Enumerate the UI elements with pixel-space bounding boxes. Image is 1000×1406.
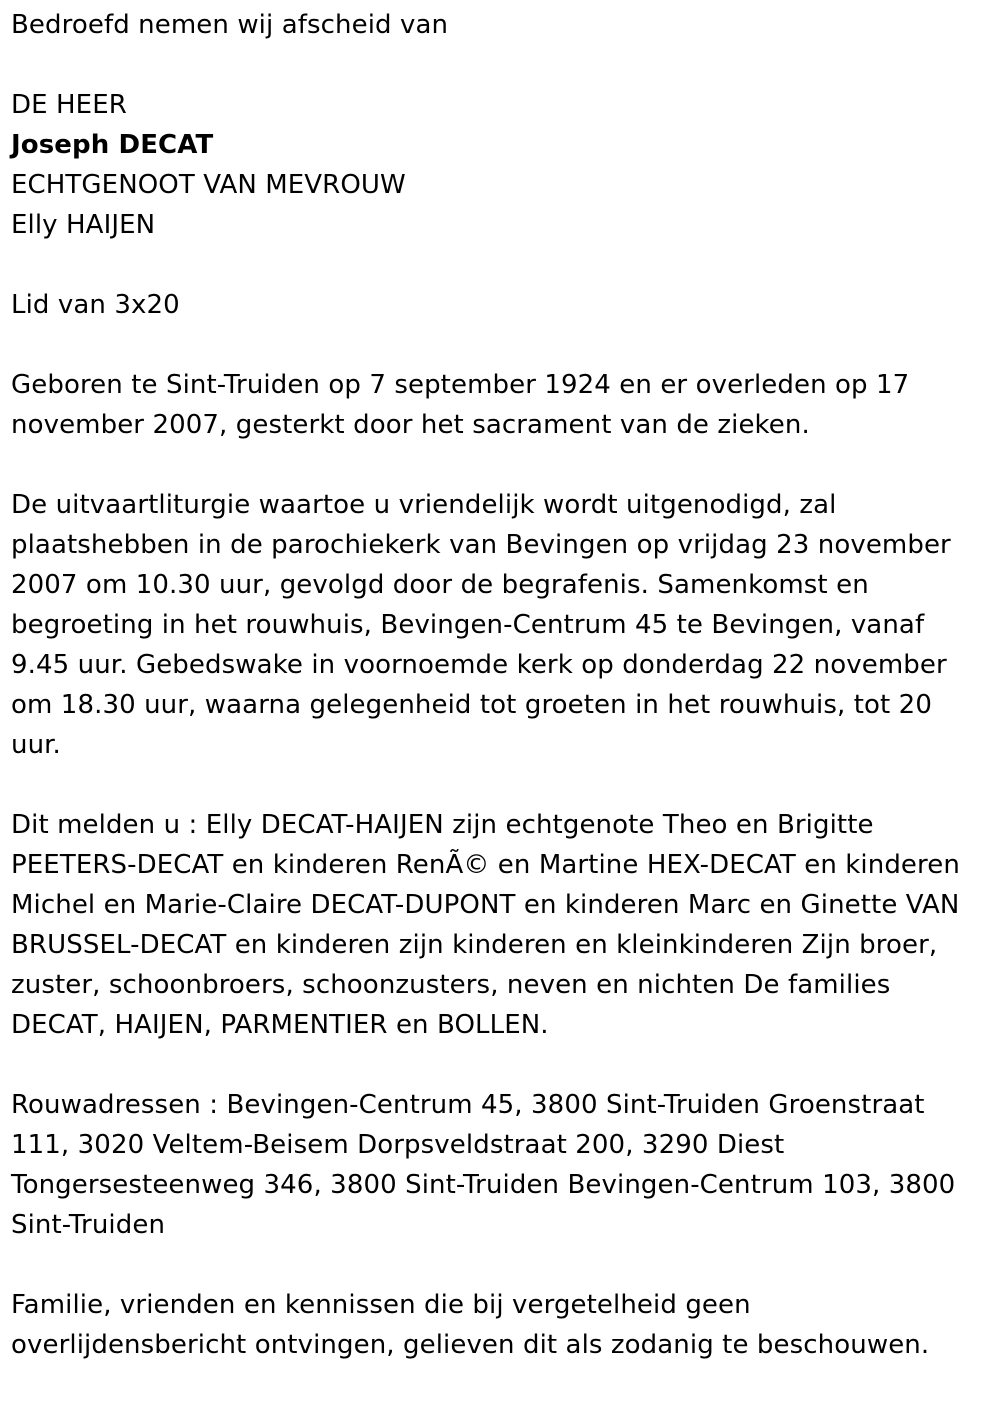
birth-death-paragraph: Geboren te Sint-Truiden op 7 september 1924 en er overleden op 17 november 2007, gesterkt door het sacrament van de zieken. <box>11 370 910 440</box>
spacer <box>11 1045 986 1085</box>
membership-text: Lid van 3x20 <box>11 290 180 320</box>
spacer <box>11 445 986 485</box>
spacer <box>11 765 986 805</box>
deceased-name: Joseph DECAT <box>11 130 214 160</box>
death-notice <box>11 5 986 1365</box>
spouse-label: ECHTGENOOT VAN MEVROUW <box>11 170 406 200</box>
spacer <box>11 45 986 85</box>
honorific-title: DE HEER <box>11 90 127 120</box>
closing-paragraph: Familie, vrienden en kennissen die bij vergetelheid geen overlijdensbericht ontvingen, gelieven dit als zodanig te beschouwen. <box>11 1290 930 1360</box>
intro-text: Bedroefd nemen wij afscheid van <box>11 10 449 40</box>
announcers-paragraph: Dit melden u : Elly DECAT-HAIJEN zijn echtgenote Theo en Brigitte PEETERS-DECAT en kinderen RenÃ© en Martine HEX-DECAT en kinderen Michel en Marie-Claire DECAT-DUPONT en kinderen Marc en Ginette VAN BRUSSEL-DECAT en kinderen zijn kinderen en kleinkinderen Zijn broer, zuster, schoonbroers, schoonzusters, neven en nichten De families DECAT, HAIJEN, PARMENTIER en BOLLEN. <box>11 810 960 1040</box>
spacer <box>11 245 986 285</box>
spouse-name: Elly HAIJEN <box>11 210 156 240</box>
spacer <box>11 325 986 365</box>
spacer <box>11 1245 986 1285</box>
addresses-paragraph: Rouwadressen : Bevingen-Centrum 45, 3800 Sint-Truiden Groenstraat 111, 3020 Veltem-Beisem Dorpsveldstraat 200, 3290 Diest Tongersesteenweg 346, 3800 Sint-Truiden Bevingen-Centrum 103, 3800 Sint-Truiden <box>11 1090 956 1240</box>
funeral-paragraph: De uitvaartliturgie waartoe u vriendelijk wordt uitgenodigd, zal plaatshebben in de parochiekerk van Bevingen op vrijdag 23 november 2007 om 10.30 uur, gevolgd door de begrafenis. Samenkomst en begroeting in het rouwhuis, Bevingen-Centrum 45 te Bevingen, vanaf 9.45 uur. Gebedswake in voornoemde kerk op donderdag 22 november om 18.30 uur, waarna gelegenheid tot groeten in het rouwhuis, tot 20 uur. <box>11 490 951 760</box>
